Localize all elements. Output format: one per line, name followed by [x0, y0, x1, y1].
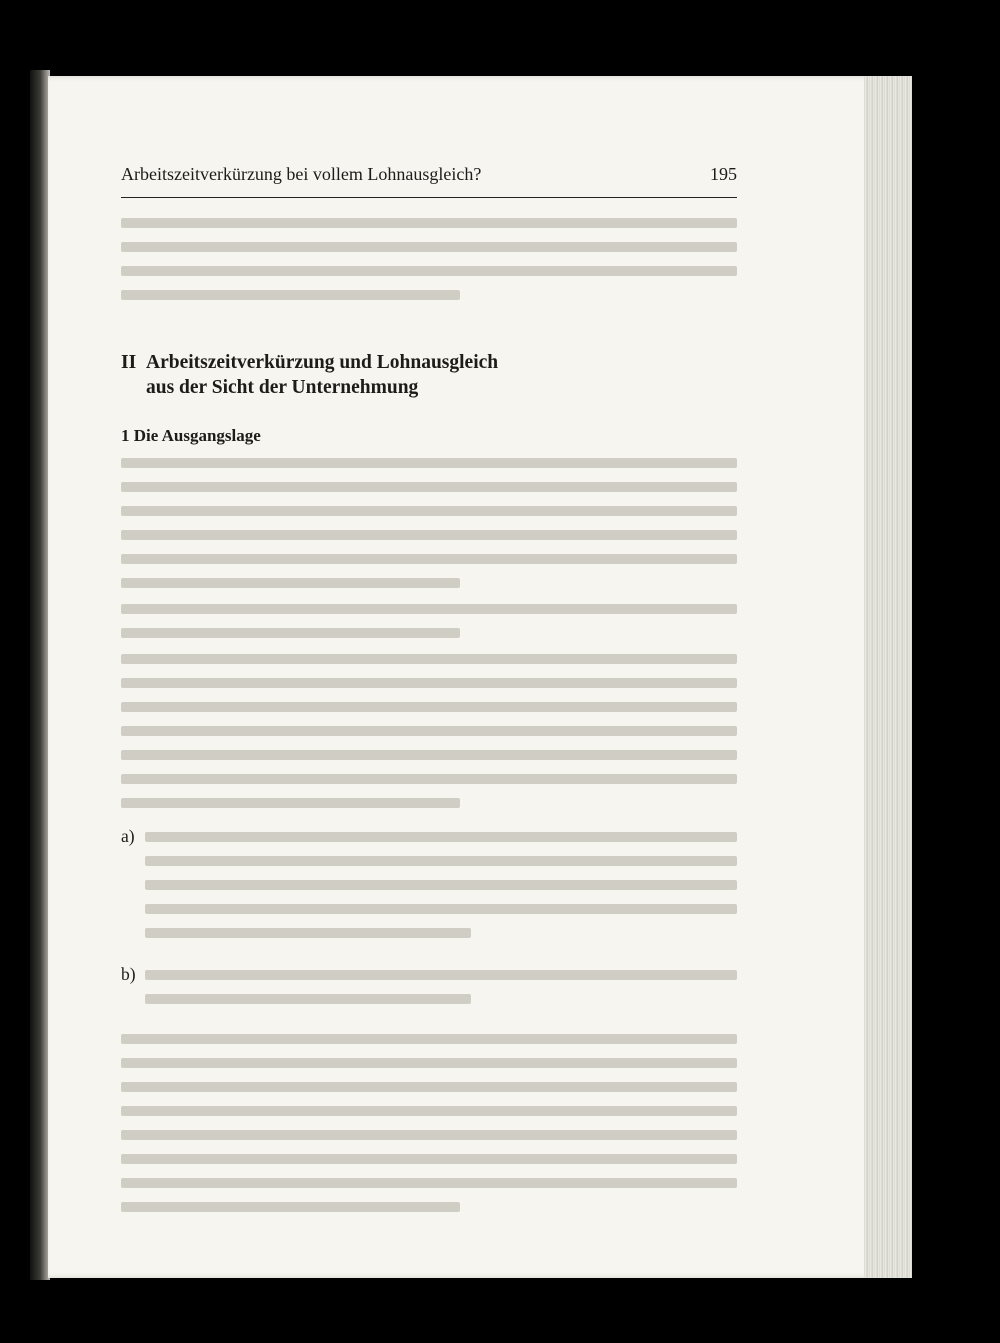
- paragraph-placeholder: [121, 1034, 737, 1212]
- running-title: Arbeitszeitverkürzung bei vollem Lohnausgleich?: [121, 164, 482, 184]
- section-number: II: [121, 352, 137, 373]
- subsection-heading: 1 Die Ausgangslage: [121, 426, 261, 445]
- section-heading: [121, 350, 737, 400]
- list-label: b): [121, 964, 136, 984]
- paragraph-placeholder: [121, 218, 737, 300]
- page-content: [121, 164, 737, 1226]
- page-edges: [864, 76, 912, 1278]
- book-gutter: [30, 70, 50, 1280]
- page-number: 195: [710, 164, 737, 184]
- list-item-placeholder: [145, 824, 737, 952]
- section-title-line-2: aus der Sicht der Unternehmung: [146, 377, 419, 398]
- condition-list: [121, 824, 737, 1018]
- list-item: [121, 824, 737, 952]
- paragraph-placeholder: [121, 604, 737, 638]
- running-header: [121, 164, 737, 198]
- list-label: a): [121, 826, 135, 846]
- list-item: [121, 962, 737, 1018]
- list-item-placeholder: [145, 962, 737, 1018]
- section-title-line-1: Arbeitszeitverkürzung und Lohnausgleich: [146, 352, 499, 373]
- paragraph-placeholder: [121, 458, 737, 588]
- paragraph-placeholder: [121, 654, 737, 808]
